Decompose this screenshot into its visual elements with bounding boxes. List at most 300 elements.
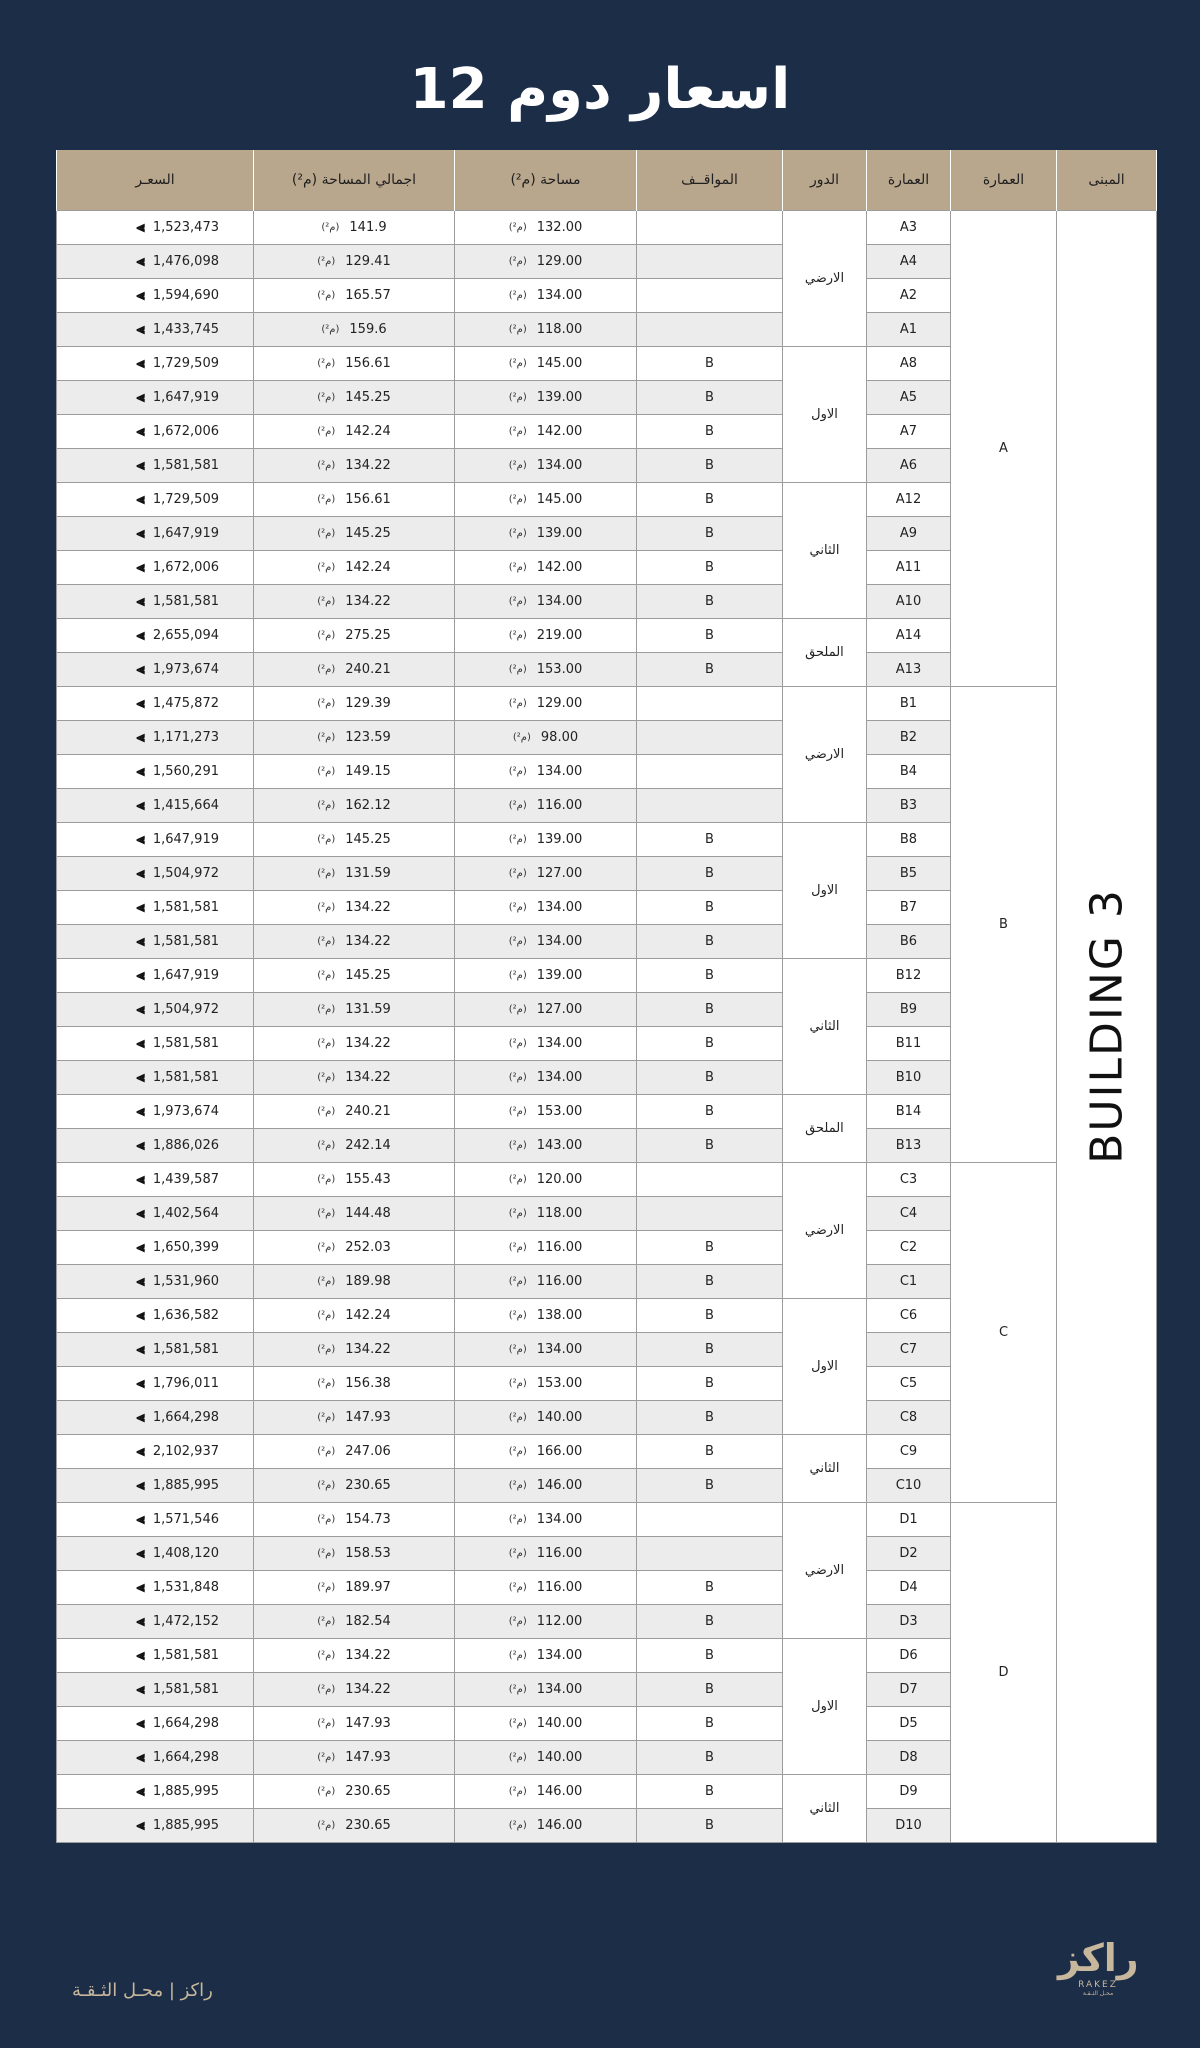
total-area-value: 147.93	[345, 1410, 391, 1425]
riyal-icon: ⫷	[136, 1442, 145, 1460]
total-area-wrap	[317, 1750, 391, 1765]
floor-cell: الثاني	[783, 958, 867, 1094]
riyal-icon: ⫷	[136, 456, 145, 474]
unit-cell: B7	[867, 890, 951, 924]
total-area-unit: (م²)	[317, 1072, 336, 1083]
riyal-icon: ⫷	[136, 1680, 145, 1698]
parking-cell: B	[637, 448, 783, 482]
unit-cell: C6	[867, 1298, 951, 1332]
area-unit: (م²)	[508, 1106, 527, 1117]
unit-cell: A2	[867, 278, 951, 312]
total-area-cell	[254, 1434, 455, 1468]
total-area-value: 134.22	[345, 934, 391, 949]
area-value: 129.00	[536, 696, 583, 711]
price-wrap	[57, 1510, 253, 1528]
unit-cell: B4	[867, 754, 951, 788]
area-value-wrap	[509, 356, 583, 371]
total-area-unit: (م²)	[317, 1174, 336, 1185]
price-value: 1,647,919	[152, 967, 219, 983]
price-value: 1,886,026	[152, 1137, 219, 1153]
area-cell	[455, 1026, 637, 1060]
total-area-cell	[254, 1774, 455, 1808]
parking-cell: B	[637, 1604, 783, 1638]
riyal-icon: ⫷	[136, 898, 145, 916]
area-value-wrap	[509, 458, 583, 473]
price-cell	[57, 1638, 254, 1672]
area-value: 127.00	[536, 1002, 583, 1017]
unit-cell: D9	[867, 1774, 951, 1808]
area-cell	[455, 244, 637, 278]
area-value: 146.00	[536, 1818, 583, 1833]
area-unit: (م²)	[508, 664, 527, 675]
floor-cell: الاول	[783, 1638, 867, 1774]
total-area-wrap	[317, 798, 391, 813]
price-value: 2,655,094	[152, 627, 219, 643]
riyal-icon: ⫷	[136, 252, 145, 270]
price-value: 1,973,674	[152, 661, 219, 677]
total-area-wrap	[317, 1036, 391, 1051]
total-area-cell	[254, 1740, 455, 1774]
parking-cell: B	[637, 1740, 783, 1774]
total-area-cell	[254, 1400, 455, 1434]
area-value: 116.00	[536, 1546, 583, 1561]
price-wrap	[57, 1204, 253, 1222]
total-area-value: 134.22	[345, 900, 391, 915]
price-cell	[57, 584, 254, 618]
total-area-unit: (م²)	[317, 528, 336, 539]
area-value-wrap	[509, 1784, 583, 1799]
area-unit: (م²)	[508, 1718, 527, 1729]
project-cell	[1057, 210, 1157, 1842]
parking-cell: B	[637, 1264, 783, 1298]
floor-cell: الثاني	[783, 1434, 867, 1502]
total-area-value: 158.53	[345, 1546, 391, 1561]
price-cell	[57, 1536, 254, 1570]
price-value: 1,560,291	[152, 763, 219, 779]
unit-cell: B14	[867, 1094, 951, 1128]
riyal-icon: ⫷	[136, 558, 145, 576]
riyal-icon: ⫷	[136, 660, 145, 678]
total-area-wrap	[317, 526, 391, 541]
unit-cell: A7	[867, 414, 951, 448]
total-area-wrap	[317, 1410, 391, 1425]
total-area-value: 165.57	[345, 288, 391, 303]
building-cell: C	[951, 1162, 1057, 1502]
area-cell	[455, 856, 637, 890]
unit-cell: B9	[867, 992, 951, 1026]
total-area-wrap	[317, 764, 391, 779]
price-value: 1,581,581	[152, 1681, 219, 1697]
total-area-cell	[254, 448, 455, 482]
price-cell	[57, 890, 254, 924]
total-area-unit: (م²)	[317, 1752, 336, 1763]
riyal-icon: ⫷	[136, 1408, 145, 1426]
unit-cell: B3	[867, 788, 951, 822]
area-cell	[455, 890, 637, 924]
total-area-unit: (م²)	[317, 766, 336, 777]
total-area-wrap	[317, 356, 391, 371]
price-wrap	[57, 1748, 253, 1766]
parking-cell: B	[637, 1128, 783, 1162]
area-value-wrap	[509, 1716, 583, 1731]
total-area-cell	[254, 1604, 455, 1638]
price-value: 1,729,509	[152, 491, 219, 507]
area-value: 112.00	[536, 1614, 583, 1629]
price-wrap	[57, 490, 253, 508]
total-area-wrap	[317, 1784, 391, 1799]
area-unit: (م²)	[512, 732, 531, 743]
price-wrap	[57, 354, 253, 372]
floor-cell: الاول	[783, 822, 867, 958]
total-area-wrap	[317, 1818, 391, 1833]
price-cell	[57, 1196, 254, 1230]
area-cell	[455, 1774, 637, 1808]
unit-cell: D1	[867, 1502, 951, 1536]
total-area-value: 189.97	[345, 1580, 391, 1595]
total-area-wrap	[317, 458, 391, 473]
unit-cell: C10	[867, 1468, 951, 1502]
area-value-wrap	[509, 866, 583, 881]
riyal-icon: ⫷	[136, 1272, 145, 1290]
area-cell	[455, 414, 637, 448]
total-area-unit: (م²)	[317, 1140, 336, 1151]
total-area-unit: (م²)	[317, 732, 336, 743]
header-price: السعـر	[57, 150, 254, 210]
total-area-wrap	[317, 1070, 391, 1085]
price-value: 1,664,298	[152, 1749, 219, 1765]
total-area-unit: (م²)	[317, 1208, 336, 1219]
total-area-wrap	[317, 1546, 391, 1561]
area-value-wrap	[509, 1478, 583, 1493]
total-area-unit: (م²)	[317, 698, 336, 709]
total-area-value: 134.22	[345, 1070, 391, 1085]
price-cell	[57, 1706, 254, 1740]
price-cell	[57, 754, 254, 788]
area-unit: (م²)	[508, 1684, 527, 1695]
total-area-value: 149.15	[345, 764, 391, 779]
price-value: 1,650,399	[152, 1239, 219, 1255]
unit-cell: B10	[867, 1060, 951, 1094]
area-value-wrap	[509, 1070, 583, 1085]
riyal-icon: ⫷	[136, 694, 145, 712]
area-unit: (م²)	[508, 630, 527, 641]
total-area-value: 230.65	[345, 1784, 391, 1799]
price-cell	[57, 1298, 254, 1332]
area-cell	[455, 584, 637, 618]
price-wrap	[57, 286, 253, 304]
unit-cell: D7	[867, 1672, 951, 1706]
parking-cell	[637, 754, 783, 788]
total-area-cell	[254, 1536, 455, 1570]
riyal-icon: ⫷	[136, 626, 145, 644]
area-unit: (م²)	[508, 698, 527, 709]
area-value: 219.00	[536, 628, 583, 643]
area-cell	[455, 1366, 637, 1400]
total-area-value: 145.25	[345, 968, 391, 983]
table-body	[57, 210, 1157, 1842]
area-unit: (م²)	[508, 1446, 527, 1457]
price-cell	[57, 1774, 254, 1808]
total-area-cell	[254, 1128, 455, 1162]
riyal-icon: ⫷	[136, 592, 145, 610]
total-area-value: 252.03	[345, 1240, 391, 1255]
riyal-icon: ⫷	[136, 830, 145, 848]
total-area-unit: (م²)	[317, 1480, 336, 1491]
parking-cell: B	[637, 1808, 783, 1842]
price-wrap	[57, 1170, 253, 1188]
total-area-cell	[254, 1026, 455, 1060]
unit-cell: C4	[867, 1196, 951, 1230]
parking-cell	[637, 788, 783, 822]
parking-cell: B	[637, 1672, 783, 1706]
total-area-value: 145.25	[345, 526, 391, 541]
header-parking: المواقــف	[637, 150, 783, 210]
total-area-cell	[254, 244, 455, 278]
price-value: 1,594,690	[152, 287, 219, 303]
price-value: 1,664,298	[152, 1409, 219, 1425]
area-cell	[455, 346, 637, 380]
unit-cell: D2	[867, 1536, 951, 1570]
riyal-icon: ⫷	[136, 1068, 145, 1086]
total-area-wrap	[317, 1376, 391, 1391]
unit-cell: D3	[867, 1604, 951, 1638]
area-value-wrap	[509, 662, 583, 677]
area-value: 116.00	[536, 1274, 583, 1289]
parking-cell	[637, 244, 783, 278]
area-cell	[455, 380, 637, 414]
area-value-wrap	[509, 526, 583, 541]
parking-cell: B	[637, 618, 783, 652]
area-value: 127.00	[536, 866, 583, 881]
area-unit: (م²)	[508, 1038, 527, 1049]
area-value-wrap	[509, 1002, 583, 1017]
total-area-value: 230.65	[345, 1478, 391, 1493]
area-unit: (م²)	[508, 494, 527, 505]
price-wrap	[57, 1476, 253, 1494]
floor-cell: الارضي	[783, 686, 867, 822]
total-area-unit: (م²)	[317, 494, 336, 505]
price-value: 1,433,745	[152, 321, 219, 337]
area-value: 140.00	[536, 1750, 583, 1765]
total-area-cell	[254, 1094, 455, 1128]
total-area-value: 230.65	[345, 1818, 391, 1833]
total-area-cell	[254, 1468, 455, 1502]
area-cell	[455, 618, 637, 652]
price-cell	[57, 924, 254, 958]
total-area-cell	[254, 686, 455, 720]
area-value: 134.00	[536, 934, 583, 949]
parking-cell: B	[637, 1298, 783, 1332]
price-value: 1,581,581	[152, 899, 219, 915]
riyal-icon: ⫷	[136, 490, 145, 508]
area-unit: (م²)	[508, 1752, 527, 1763]
total-area-unit: (م²)	[317, 460, 336, 471]
area-value-wrap	[509, 1546, 583, 1561]
area-unit: (م²)	[508, 1820, 527, 1831]
unit-cell: B13	[867, 1128, 951, 1162]
area-unit: (م²)	[508, 1140, 527, 1151]
price-wrap	[57, 1714, 253, 1732]
area-value: 145.00	[536, 356, 583, 371]
price-cell	[57, 1060, 254, 1094]
price-cell	[57, 346, 254, 380]
area-unit: (م²)	[508, 1412, 527, 1423]
price-value: 1,672,006	[152, 559, 219, 575]
price-value: 1,504,972	[152, 865, 219, 881]
total-area-cell	[254, 1196, 455, 1230]
total-area-wrap	[317, 1206, 391, 1221]
total-area-value: 242.14	[345, 1138, 391, 1153]
price-cell	[57, 1264, 254, 1298]
total-area-wrap	[317, 288, 391, 303]
total-area-unit: (م²)	[317, 392, 336, 403]
area-value: 166.00	[536, 1444, 583, 1459]
riyal-icon: ⫷	[136, 1782, 145, 1800]
parking-cell: B	[637, 516, 783, 550]
unit-cell: B6	[867, 924, 951, 958]
riyal-icon: ⫷	[136, 1748, 145, 1766]
area-cell	[455, 482, 637, 516]
total-area-cell	[254, 482, 455, 516]
price-cell	[57, 278, 254, 312]
unit-cell: C7	[867, 1332, 951, 1366]
area-cell	[455, 822, 637, 856]
area-value: 146.00	[536, 1784, 583, 1799]
area-value-wrap	[509, 594, 583, 609]
unit-cell: A1	[867, 312, 951, 346]
price-value: 1,973,674	[152, 1103, 219, 1119]
price-wrap	[57, 592, 253, 610]
total-area-value: 162.12	[345, 798, 391, 813]
price-cell	[57, 1808, 254, 1842]
area-unit: (م²)	[508, 1310, 527, 1321]
parking-cell: B	[637, 1230, 783, 1264]
price-value: 1,581,581	[152, 457, 219, 473]
total-area-wrap	[317, 900, 391, 915]
area-value: 139.00	[536, 968, 583, 983]
total-area-wrap	[317, 1172, 391, 1187]
riyal-icon: ⫷	[136, 524, 145, 542]
area-cell	[455, 1706, 637, 1740]
unit-cell: C9	[867, 1434, 951, 1468]
total-area-wrap	[317, 730, 391, 745]
total-area-cell	[254, 1332, 455, 1366]
area-unit: (م²)	[508, 528, 527, 539]
area-cell	[455, 720, 637, 754]
project-label: BUILDING 3	[1081, 888, 1132, 1164]
area-value-wrap	[509, 1410, 583, 1425]
unit-cell: D4	[867, 1570, 951, 1604]
total-area-cell	[254, 924, 455, 958]
total-area-wrap	[317, 1648, 391, 1663]
total-area-wrap	[317, 628, 391, 643]
area-value-wrap	[509, 560, 583, 575]
price-cell	[57, 380, 254, 414]
price-value: 1,647,919	[152, 525, 219, 541]
price-cell	[57, 1026, 254, 1060]
parking-cell: B	[637, 1026, 783, 1060]
riyal-icon: ⫷	[136, 1034, 145, 1052]
total-area-unit: (م²)	[317, 1106, 336, 1117]
total-area-unit: (م²)	[317, 1650, 336, 1661]
price-wrap	[57, 1374, 253, 1392]
area-value: 153.00	[536, 1376, 583, 1391]
unit-cell: D8	[867, 1740, 951, 1774]
building-cell: B	[951, 686, 1057, 1162]
area-value: 139.00	[536, 390, 583, 405]
price-value: 1,531,960	[152, 1273, 219, 1289]
area-unit: (م²)	[508, 902, 527, 913]
total-area-value: 159.6	[349, 322, 387, 337]
area-unit: (م²)	[508, 460, 527, 471]
total-area-wrap	[317, 1580, 391, 1595]
total-area-unit: (م²)	[317, 358, 336, 369]
total-area-wrap	[317, 1002, 391, 1017]
area-value-wrap	[509, 1648, 583, 1663]
total-area-wrap	[317, 390, 391, 405]
area-value-wrap	[513, 730, 578, 745]
total-area-cell	[254, 720, 455, 754]
price-value: 1,472,152	[152, 1613, 219, 1629]
price-cell	[57, 1604, 254, 1638]
price-wrap	[57, 830, 253, 848]
total-area-wrap	[317, 1682, 391, 1697]
total-area-value: 134.22	[345, 1036, 391, 1051]
riyal-icon: ⫷	[136, 286, 145, 304]
total-area-cell	[254, 1808, 455, 1842]
parking-cell: B	[637, 584, 783, 618]
header-unit: العمارة	[867, 150, 951, 210]
riyal-icon: ⫷	[136, 218, 145, 236]
total-area-cell	[254, 584, 455, 618]
parking-cell: B	[637, 992, 783, 1026]
parking-cell: B	[637, 856, 783, 890]
total-area-unit: (م²)	[317, 902, 336, 913]
area-value-wrap	[509, 322, 583, 337]
price-wrap	[57, 966, 253, 984]
unit-cell: C8	[867, 1400, 951, 1434]
total-area-value: 156.38	[345, 1376, 391, 1391]
price-cell	[57, 1094, 254, 1128]
total-area-cell	[254, 1162, 455, 1196]
riyal-icon: ⫷	[136, 388, 145, 406]
total-area-wrap	[317, 1342, 391, 1357]
area-cell	[455, 1434, 637, 1468]
price-value: 1,581,581	[152, 1341, 219, 1357]
area-cell	[455, 788, 637, 822]
total-area-unit: (م²)	[317, 1446, 336, 1457]
area-value: 134.00	[536, 900, 583, 915]
parking-cell: B	[637, 890, 783, 924]
area-value-wrap	[509, 1036, 583, 1051]
area-cell	[455, 754, 637, 788]
price-value: 1,885,995	[152, 1817, 219, 1833]
total-area-value: 142.24	[345, 424, 391, 439]
price-value: 1,402,564	[152, 1205, 219, 1221]
parking-cell: B	[637, 1468, 783, 1502]
area-value: 116.00	[536, 1580, 583, 1595]
riyal-icon: ⫷	[136, 1612, 145, 1630]
riyal-icon: ⫷	[136, 354, 145, 372]
area-value-wrap	[509, 1376, 583, 1391]
area-value: 142.00	[536, 560, 583, 575]
riyal-icon: ⫷	[136, 1340, 145, 1358]
price-cell	[57, 720, 254, 754]
parking-cell: B	[637, 822, 783, 856]
riyal-icon: ⫷	[136, 762, 145, 780]
area-value: 140.00	[536, 1716, 583, 1731]
price-value: 2,102,937	[152, 1443, 219, 1459]
